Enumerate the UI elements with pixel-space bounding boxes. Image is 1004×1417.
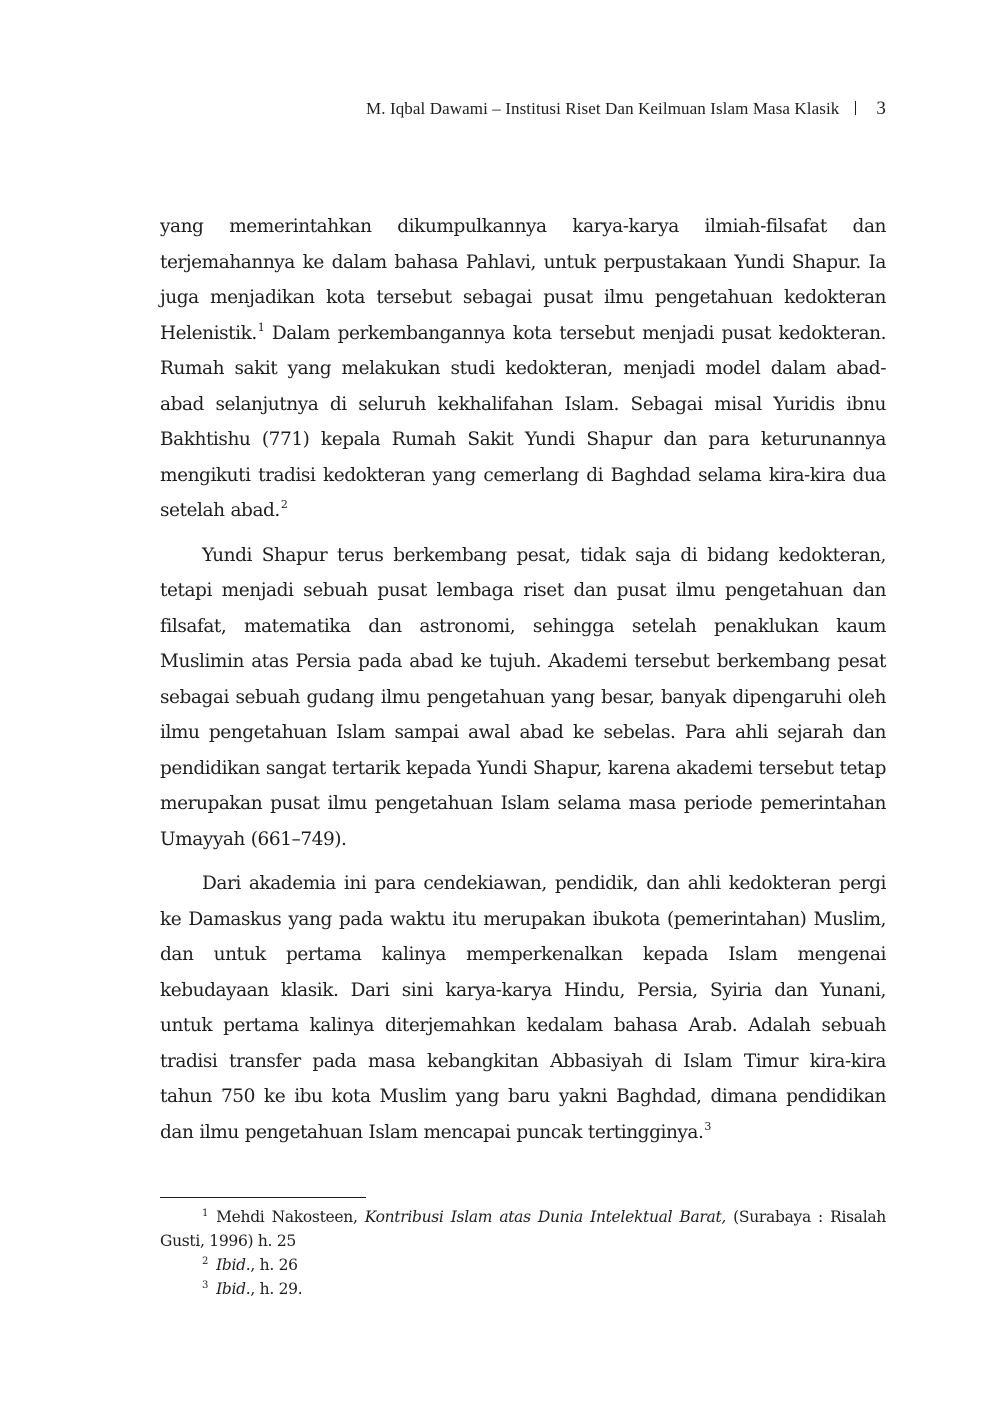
body-text — [160, 209, 886, 1150]
paragraph-3 — [160, 866, 886, 1150]
footnote-3 — [160, 1277, 886, 1301]
paragraph-1-text-b: Dalam perkembangannya kota tersebut menjadi pusat kedokteran. Rumah sakit yang melakukan studi kedokteran, menjadi model dalam abad-abad selanjutnya di seluruh kekhalifahan Islam. Sebagai misal Yuridis ibnu Bakhtishu (771) kepala Rumah Sakit Yundi Shapur dan para keturunannya mengikuti tradisi kedokteran yang cemerlang di Baghdad selama kira-kira dua setelah abad. — [160, 322, 886, 521]
footnote-1-title: Kontribusi Islam atas Dunia Intelektual Barat, — [364, 1208, 727, 1226]
paragraph-2 — [160, 538, 886, 858]
footnote-3-ibid: Ibid. — [216, 1280, 251, 1298]
footnote-3-number: 3 — [202, 1280, 209, 1291]
footnote-ref-2: 2 — [280, 498, 288, 511]
footnote-3-rest: , h. 29. — [250, 1280, 303, 1298]
footnote-ref-3: 3 — [704, 1119, 711, 1133]
footnotes — [160, 1205, 886, 1301]
footnote-2 — [160, 1253, 886, 1277]
header-separator — [855, 101, 856, 115]
footnote-ref-1: 1 — [257, 320, 265, 334]
paragraph-3-text: Dari akademia ini para cendekiawan, pendidik, dan ahli kedokteran pergi ke Damaskus yang pada waktu itu merupakan ibukota (pemerintahan) Muslim, dan untuk pertama kalinya memperkenalkan kepada Islam mengenai kebudayaan klasik. Dari sini karya-karya Hindu, Persia, Syiria dan Yunani, untuk pertama kalinya diterjemahkan kedalam bahasa Arab. Adalah sebuah tradisi transfer pada masa kebangkitan Abbasiyah di Islam Timur kira-kira tahun 750 ke ibu kota Muslim yang baru yakni Baghdad, dimana pendidikan dan ilmu pengetahuan Islam mencapai puncak tertingginya. — [160, 873, 886, 1143]
footnote-2-rest: , h. 26 — [250, 1256, 298, 1274]
paragraph-1 — [160, 209, 886, 529]
paragraph-1-text-a: yang memerintahkan dikumpulkannya karya-karya ilmiah-filsafat dan terjemahannya ke dalam bahasa Pahlavi, untuk perpustakaan Yundi Shapur. Ia juga menjadikan kota tersebut sebagai pusat ilmu pengetahuan kedokteran Helenistik. — [160, 216, 886, 344]
paragraph-2-text: Yundi Shapur terus berkembang pesat, tidak saja di bidang kedokteran, tetapi menjadi sebuah pusat lembaga riset dan pusat ilmu pengetahuan dan filsafat, matematika dan astronomi, sehingga setelah penaklukan kaum Muslimin atas Persia pada abad ke tujuh. Akademi tersebut berkembang pesat sebagai sebuah gudang ilmu pengetahuan yang besar, banyak dipengaruhi oleh ilmu pengetahuan Islam sampai awal abad ke sebelas. Para ahli sejarah dan pendidikan sangat tertarik kepada Yundi Shapur, karena akademi tersebut tetap merupakan pusat ilmu pengetahuan Islam selama masa periode pemerintahan Umayyah (661–749). — [160, 544, 886, 850]
running-header — [160, 97, 886, 121]
page-number: 3 — [876, 98, 886, 119]
footnote-1-author: Mehdi Nakosteen — [216, 1208, 353, 1226]
footnote-1-number: 1 — [202, 1208, 209, 1219]
footnote-divider — [160, 1197, 366, 1198]
running-title: M. Iqbal Dawami – Institusi Riset Dan Keilmuan Islam Masa Klasik — [366, 99, 840, 118]
footnote-1: $^1$ Mehdi Nakosteen, Kontribusi Islam atas Dunia Intelektual Barat, (Surabaya : Risalah Gusti, 1996) h. 25 — [160, 1208, 886, 1250]
footnote-1-rest: (Surabaya : Risalah Gusti, 1996) h. 25 — [160, 1208, 886, 1250]
footnote-2-ibid: Ibid. — [216, 1256, 251, 1274]
footnote-2-number: 2 — [202, 1256, 209, 1267]
